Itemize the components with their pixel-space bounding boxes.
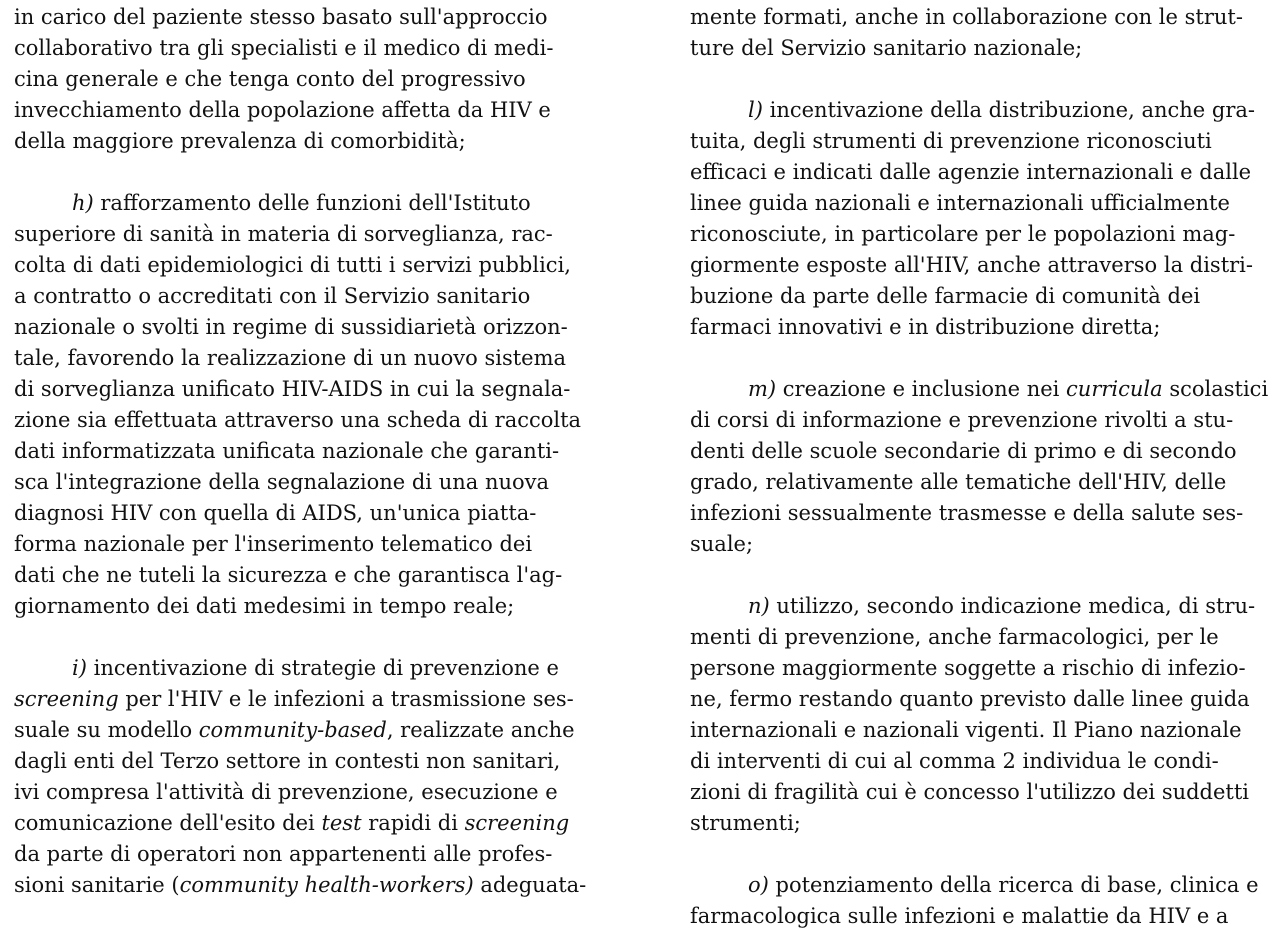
text-line	[14, 95, 596, 126]
text-column-left	[14, 2, 596, 901]
text-line	[690, 95, 1270, 126]
text-run: incentivazione della distribuzione, anche gra-	[762, 98, 1255, 122]
text-line	[14, 870, 596, 901]
text-run: giornamento dei dati medesimi in tempo reale;	[14, 594, 515, 618]
italic-text-run: o)	[748, 873, 769, 897]
paragraph-spacer	[690, 343, 1270, 374]
text-line	[690, 467, 1270, 498]
text-run: internazionali e nazionali vigenti. Il Piano nazionale	[690, 718, 1242, 742]
paragraph-spacer	[690, 839, 1270, 870]
text-line	[14, 126, 596, 157]
text-line	[14, 250, 596, 281]
text-line	[690, 281, 1270, 312]
text-line	[14, 312, 596, 343]
text-line	[690, 901, 1270, 932]
text-run: farmaci innovativi e in distribuzione diretta;	[690, 315, 1161, 339]
text-line	[690, 250, 1270, 281]
text-run: ne, fermo restando quanto previsto dalle linee guida	[690, 687, 1250, 711]
italic-text-run: screening	[14, 687, 119, 711]
text-line	[14, 436, 596, 467]
text-line	[14, 591, 596, 622]
paragraph-spacer	[14, 622, 596, 653]
text-run: della maggiore prevalenza di comorbidità;	[14, 129, 466, 153]
text-run: diagnosi HIV con quella di AIDS, un'unica piatta-	[14, 501, 537, 525]
text-line	[690, 436, 1270, 467]
text-line	[690, 188, 1270, 219]
text-line	[14, 560, 596, 591]
text-run: infezioni sessualmente trasmesse e della salute ses-	[690, 501, 1244, 525]
text-line	[14, 281, 596, 312]
text-run: nazionale o svolti in regime di sussidiarietà orizzon-	[14, 315, 568, 339]
italic-text-run: l)	[748, 98, 763, 122]
text-run: grado, relativamente alle tematiche dell'HIV, delle	[690, 470, 1227, 494]
italic-text-run: community-based	[198, 718, 387, 742]
text-run: ture del Servizio sanitario nazionale;	[690, 36, 1083, 60]
text-line	[14, 188, 596, 219]
italic-text-run: h)	[72, 191, 94, 215]
text-line	[690, 715, 1270, 746]
italic-text-run: i)	[72, 656, 87, 680]
text-run: tale, favorendo la realizzazione di un nuovo sistema	[14, 346, 567, 370]
text-line	[14, 2, 596, 33]
text-run: sca l'integrazione della segnalazione di una nuova	[14, 470, 550, 494]
text-line	[690, 2, 1270, 33]
italic-text-run: test	[321, 811, 362, 835]
text-run: cina generale e che tenga conto del progressivo	[14, 67, 526, 91]
text-run: superiore di sanità in materia di sorveglianza, rac-	[14, 222, 553, 246]
text-line	[14, 33, 596, 64]
text-run: utilizzo, secondo indicazione medica, di stru-	[769, 594, 1256, 618]
text-run: menti di prevenzione, anche farmacologici, per le	[690, 625, 1219, 649]
text-run: scolastici	[1162, 377, 1269, 401]
text-run: , realizzate anche	[386, 718, 575, 742]
text-line	[14, 653, 596, 684]
text-run: suale;	[690, 532, 754, 556]
text-line	[14, 498, 596, 529]
paragraph-spacer	[690, 560, 1270, 591]
text-run: collaborativo tra gli specialisti e il medico di medi-	[14, 36, 554, 60]
text-run: di interventi di cui al comma 2 individua le condi-	[690, 749, 1219, 773]
text-run: buzione da parte delle farmacie di comunità dei	[690, 284, 1201, 308]
text-run: di corsi di informazione e prevenzione rivolti a stu-	[690, 408, 1234, 432]
text-run: denti delle scuole secondarie di primo e di secondo	[690, 439, 1237, 463]
text-run: potenziamento della ricerca di base, clinica e	[768, 873, 1259, 897]
text-line	[690, 126, 1270, 157]
text-run: sioni sanitarie (	[14, 873, 180, 897]
text-line	[14, 219, 596, 250]
text-run: zione sia effettuata attraverso una scheda di raccolta	[14, 408, 582, 432]
text-line	[690, 591, 1270, 622]
text-line	[14, 684, 596, 715]
text-line	[690, 653, 1270, 684]
text-run: a contratto o accreditati con il Servizio sanitario	[14, 284, 531, 308]
text-line	[690, 157, 1270, 188]
text-line	[14, 529, 596, 560]
text-line	[690, 870, 1270, 901]
text-run: dagli enti del Terzo settore in contesti non sanitari,	[14, 749, 561, 773]
text-run: comunicazione dell'esito dei	[14, 811, 322, 835]
text-column-right	[690, 2, 1270, 932]
text-run: linee guida nazionali e internazionali ufficialmente	[690, 191, 1230, 215]
text-run: mente formati, anche in collaborazione con le strut-	[690, 5, 1243, 29]
text-run: suale su modello	[14, 718, 199, 742]
text-line	[14, 343, 596, 374]
text-line	[14, 839, 596, 870]
text-line	[14, 405, 596, 436]
text-run: dati che ne tuteli la sicurezza e che garantisca l'ag-	[14, 563, 563, 587]
text-run: farmacologica sulle infezioni e malattie da HIV e a	[690, 904, 1229, 928]
text-line	[690, 622, 1270, 653]
text-run: persone maggiormente soggette a rischio di infezio-	[690, 656, 1246, 680]
text-line	[690, 746, 1270, 777]
text-run: dati informatizzata unificata nazionale che garanti-	[14, 439, 560, 463]
paragraph-spacer	[14, 157, 596, 188]
text-run: tuita, degli strumenti di prevenzione riconosciuti	[690, 129, 1212, 153]
text-line	[14, 715, 596, 746]
text-line	[14, 64, 596, 95]
text-line	[14, 374, 596, 405]
italic-text-run: curricula	[1066, 377, 1163, 401]
italic-text-run: screening	[464, 811, 570, 835]
italic-text-run: community health-workers)	[179, 873, 474, 897]
text-run: adeguata-	[473, 873, 587, 897]
text-run: forma nazionale per l'inserimento telematico dei	[14, 532, 533, 556]
text-line	[14, 746, 596, 777]
text-line	[690, 684, 1270, 715]
text-line	[14, 808, 596, 839]
text-run: in carico del paziente stesso basato sull'approccio	[14, 5, 548, 29]
text-line	[690, 808, 1270, 839]
text-run: zioni di fragilità cui è concesso l'utilizzo dei suddetti	[690, 780, 1250, 804]
text-run: rafforzamento delle funzioni dell'Istituto	[93, 191, 531, 215]
text-run: di sorveglianza unificato HIV-AIDS in cui la segnala-	[14, 377, 571, 401]
italic-text-run: m)	[748, 377, 777, 401]
text-run: creazione e inclusione nei	[776, 377, 1067, 401]
text-line	[690, 33, 1270, 64]
text-line	[690, 529, 1270, 560]
text-line	[690, 374, 1270, 405]
text-run: per l'HIV e le infezioni a trasmissione ses-	[118, 687, 574, 711]
text-line	[690, 498, 1270, 529]
italic-text-run: n)	[748, 594, 770, 618]
text-line	[690, 405, 1270, 436]
text-run: riconosciute, in particolare per le popolazioni mag-	[690, 222, 1236, 246]
text-run: ivi compresa l'attività di prevenzione, esecuzione e	[14, 780, 558, 804]
text-run: invecchiamento della popolazione affetta da HIV e	[14, 98, 551, 122]
text-run: efficaci e indicati dalle agenzie internazionali e dalle	[690, 160, 1252, 184]
text-line	[14, 467, 596, 498]
text-run: incentivazione di strategie di prevenzione e	[86, 656, 559, 680]
text-line	[690, 777, 1270, 808]
text-line	[690, 219, 1270, 250]
text-line	[14, 777, 596, 808]
text-run: strumenti;	[690, 811, 801, 835]
paragraph-spacer	[690, 64, 1270, 95]
text-line	[690, 312, 1270, 343]
text-run: colta di dati epidemiologici di tutti i servizi pubblici,	[14, 253, 571, 277]
text-run: rapidi di	[361, 811, 465, 835]
text-run: da parte di operatori non appartenenti alle profes-	[14, 842, 553, 866]
text-run: giormente esposte all'HIV, anche attraverso la distri-	[690, 253, 1253, 277]
